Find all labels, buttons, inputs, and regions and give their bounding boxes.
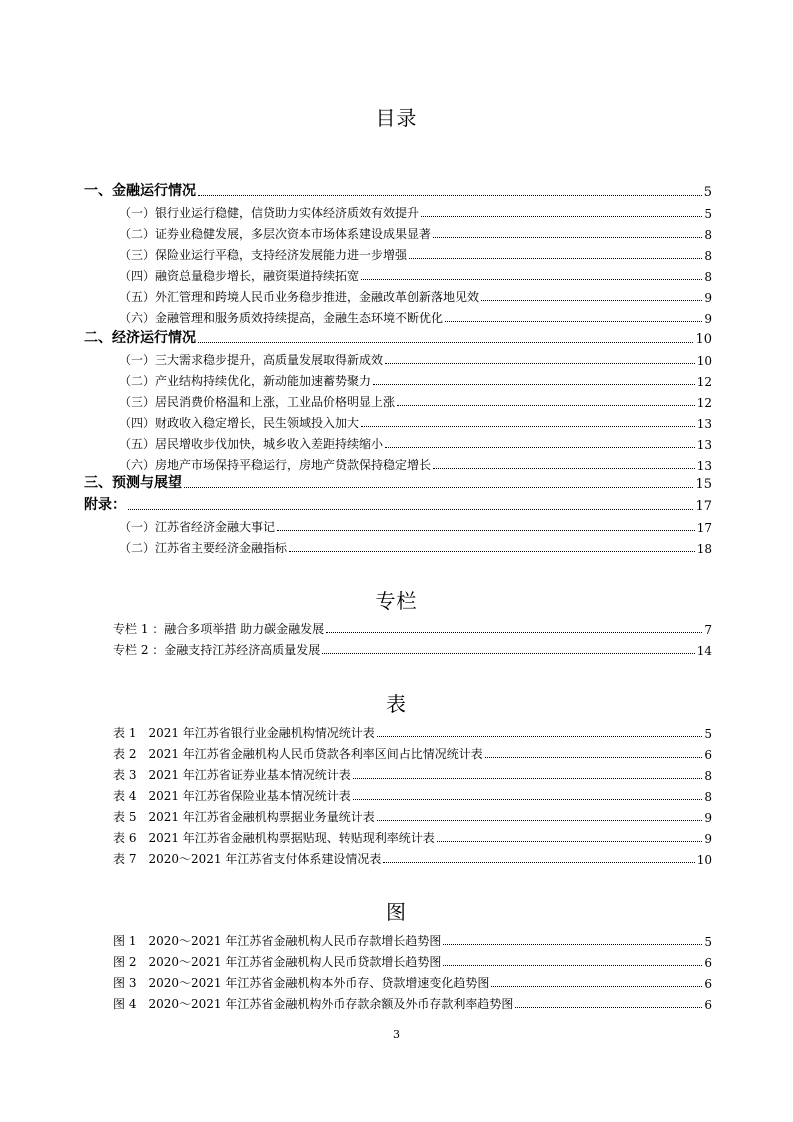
toc-item[interactable] [119, 369, 712, 389]
table-entry[interactable] [113, 805, 712, 825]
toc-page-number: 8 [704, 270, 712, 284]
leader-dots [481, 300, 702, 301]
leader-dots [353, 778, 703, 779]
table-entry-page: 9 [704, 811, 712, 825]
table-entry-page: 10 [696, 853, 712, 867]
toc-item[interactable] [119, 453, 712, 473]
toc-item[interactable] [119, 515, 712, 535]
leader-dots [421, 216, 702, 217]
leader-dots [361, 279, 702, 280]
figure-entry-page: 6 [704, 977, 712, 991]
toc-page-number: 8 [704, 249, 712, 263]
toc-page-number: 9 [704, 312, 712, 326]
table-entry-title: 表 3 2021 年江苏省证券业基本情况统计表 [113, 768, 351, 782]
columns-title: 专栏 [375, 589, 418, 613]
toc-item[interactable] [119, 201, 712, 221]
leader-dots [385, 447, 695, 448]
table-entry-page: 5 [704, 727, 712, 741]
leader-dots [373, 384, 695, 385]
leader-dots [445, 321, 702, 322]
figure-entry-title: 图 3 2020～2021 年江苏省金融机构本外币存、贷款增速变化趋势图 [113, 976, 490, 990]
toc-item-title: （二）产业结构持续优化，新动能加速蓄势聚力 [119, 374, 372, 388]
toc-page-number: 13 [696, 459, 712, 473]
toc-page-number: 13 [696, 438, 712, 452]
table-entry-title: 表 2 2021 年江苏省金融机构人民币贷款各利率区间占比情况统计表 [113, 747, 483, 761]
table-entry[interactable] [113, 763, 712, 783]
toc-section-title: 一、金融运行情况 [84, 183, 196, 199]
table-entry-page: 9 [704, 832, 712, 846]
figures-title: 图 [386, 900, 407, 924]
table-entry-title: 表 6 2021 年江苏省金融机构票据贴现、转贴现利率统计表 [113, 831, 435, 845]
figure-entry-title: 图 1 2020～2021 年江苏省金融机构人民币存款增长趋势图 [113, 934, 442, 948]
column-entry-page: 7 [704, 623, 712, 637]
toc-page-number: 18 [696, 542, 712, 556]
toc-item-title: （六）金融管理和服务质效持续提高，金融生态环境不断优化 [119, 311, 444, 325]
leader-dots [491, 986, 702, 987]
toc-page-number: 5 [703, 185, 712, 200]
leader-dots [437, 841, 703, 842]
table-entry-title: 表 7 2020～2021 年江苏省支付体系建设情况表 [113, 852, 382, 866]
toc-item-title: （四）融资总量稳步增长，融资渠道持续拓宽 [119, 269, 360, 283]
leader-dots [198, 342, 693, 343]
toc-page-number: 12 [696, 375, 712, 389]
leader-dots [485, 757, 703, 758]
figure-entry-page: 6 [704, 998, 712, 1012]
table-entry[interactable] [113, 826, 712, 846]
leader-dots [409, 258, 702, 259]
leader-dots [377, 736, 703, 737]
toc-item-title: （一）江苏省经济金融大事记 [119, 520, 276, 534]
toc-item-title: （三）保险业运行平稳，支持经济发展能力进一步增强 [119, 248, 408, 262]
toc-item[interactable] [119, 348, 712, 368]
column-entry[interactable] [113, 617, 712, 637]
toc-page-number: 15 [695, 477, 712, 492]
toc-item-title: （二）证券业稳健发展，多层次资本市场体系建设成果显著 [119, 227, 432, 241]
table-entry-page: 6 [704, 748, 712, 762]
table-entry[interactable] [113, 847, 712, 867]
toc-appendix[interactable] [84, 494, 712, 514]
toc-page-number: 10 [696, 354, 712, 368]
leader-dots [289, 551, 695, 552]
toc-item-title: （三）居民消费价格温和上涨，工业品价格明显上涨 [119, 395, 396, 409]
toc-item[interactable] [119, 536, 712, 556]
leader-dots [353, 799, 703, 800]
table-entry-title: 表 5 2021 年江苏省金融机构票据业务量统计表 [113, 810, 375, 824]
toc-section-title: 二、经济运行情况 [84, 330, 196, 346]
toc-item[interactable] [119, 285, 712, 305]
figure-entry-page: 5 [704, 935, 712, 949]
leader-dots [515, 1007, 702, 1008]
toc-item-title: （五）外汇管理和跨境人民币业务稳步推进，金融改革创新落地见效 [119, 290, 480, 304]
toc-item-title: （五）居民增收步伐加快，城乡收入差距持续缩小 [119, 437, 384, 451]
leader-dots [277, 530, 695, 531]
toc-page-number: 8 [704, 228, 712, 242]
leader-dots [326, 632, 702, 633]
toc-item[interactable] [119, 306, 712, 326]
leader-dots [433, 237, 702, 238]
column-entry-title: 专栏 2 ：金融支持江苏经济高质量发展 [113, 643, 321, 657]
figure-entry-page: 6 [704, 956, 712, 970]
table-entry-page: 8 [704, 790, 712, 804]
figure-entry-title: 图 2 2020～2021 年江苏省金融机构人民币贷款增长趋势图 [113, 955, 442, 969]
leader-dots [184, 487, 693, 488]
tables-title: 表 [386, 692, 407, 716]
table-entry[interactable] [113, 721, 712, 741]
toc-item[interactable] [119, 222, 712, 242]
toc-section-1[interactable] [84, 180, 712, 200]
table-entry[interactable] [113, 742, 712, 762]
leader-dots [433, 468, 695, 469]
figure-entry[interactable] [113, 992, 712, 1012]
leader-dots [443, 965, 702, 966]
toc-item-title: （四）财政收入稳定增长，民生领域投入加大 [119, 416, 360, 430]
toc-section-2[interactable] [84, 327, 712, 347]
toc-section-title: 三、预测与展望 [84, 475, 182, 491]
leader-dots [385, 363, 695, 364]
toc-page-number: 17 [695, 499, 712, 514]
toc-section-3[interactable] [84, 472, 712, 492]
toc-item[interactable] [119, 264, 712, 284]
toc-page-number: 10 [695, 332, 712, 347]
toc-item-title: （二）江苏省主要经济金融指标 [119, 541, 288, 555]
toc-item-title: （一）银行业运行稳健，信贷助力实体经济质效有效提升 [119, 206, 420, 220]
column-entry-page: 14 [696, 644, 712, 658]
leader-dots [322, 653, 694, 654]
toc-page-number: 13 [696, 417, 712, 431]
toc-item-title: （一）三大需求稳步提升，高质量发展取得新成效 [119, 353, 384, 367]
toc-item[interactable] [119, 411, 712, 431]
table-entry-page: 8 [704, 769, 712, 783]
toc-title: 目录 [375, 106, 418, 130]
toc-page-number: 5 [704, 207, 712, 221]
table-entry-title: 表 4 2021 年江苏省保险业基本情况统计表 [113, 789, 351, 803]
leader-dots [198, 195, 702, 196]
leader-dots [397, 405, 695, 406]
column-entry-title: 专栏 1 ：融合多项举措 助力碳金融发展 [113, 622, 325, 636]
toc-page-number: 12 [696, 396, 712, 410]
toc-page-number: 9 [704, 291, 712, 305]
figure-entry[interactable] [113, 971, 712, 991]
leader-dots [383, 862, 694, 863]
toc-section-title: 附录： [84, 497, 126, 513]
figure-entry[interactable] [113, 929, 712, 949]
page-number: 3 [393, 1028, 400, 1041]
leader-dots [443, 944, 702, 945]
figure-entry-title: 图 4 2020～2021 年江苏省金融机构外币存款余额及外币存款利率趋势图 [113, 997, 514, 1011]
figure-entry[interactable] [113, 950, 712, 970]
toc-item-title: （六）房地产市场保持平稳运行，房地产贷款保持稳定增长 [119, 458, 432, 472]
toc-item[interactable] [119, 390, 712, 410]
table-entry-title: 表 1 2021 年江苏省银行业金融机构情况统计表 [113, 726, 375, 740]
toc-item[interactable] [119, 432, 712, 452]
leader-dots [377, 820, 703, 821]
column-entry[interactable] [113, 638, 712, 658]
table-entry[interactable] [113, 784, 712, 804]
toc-item[interactable] [119, 243, 712, 263]
leader-dots [361, 426, 695, 427]
leader-dots [128, 509, 693, 510]
toc-page-number: 17 [696, 521, 712, 535]
